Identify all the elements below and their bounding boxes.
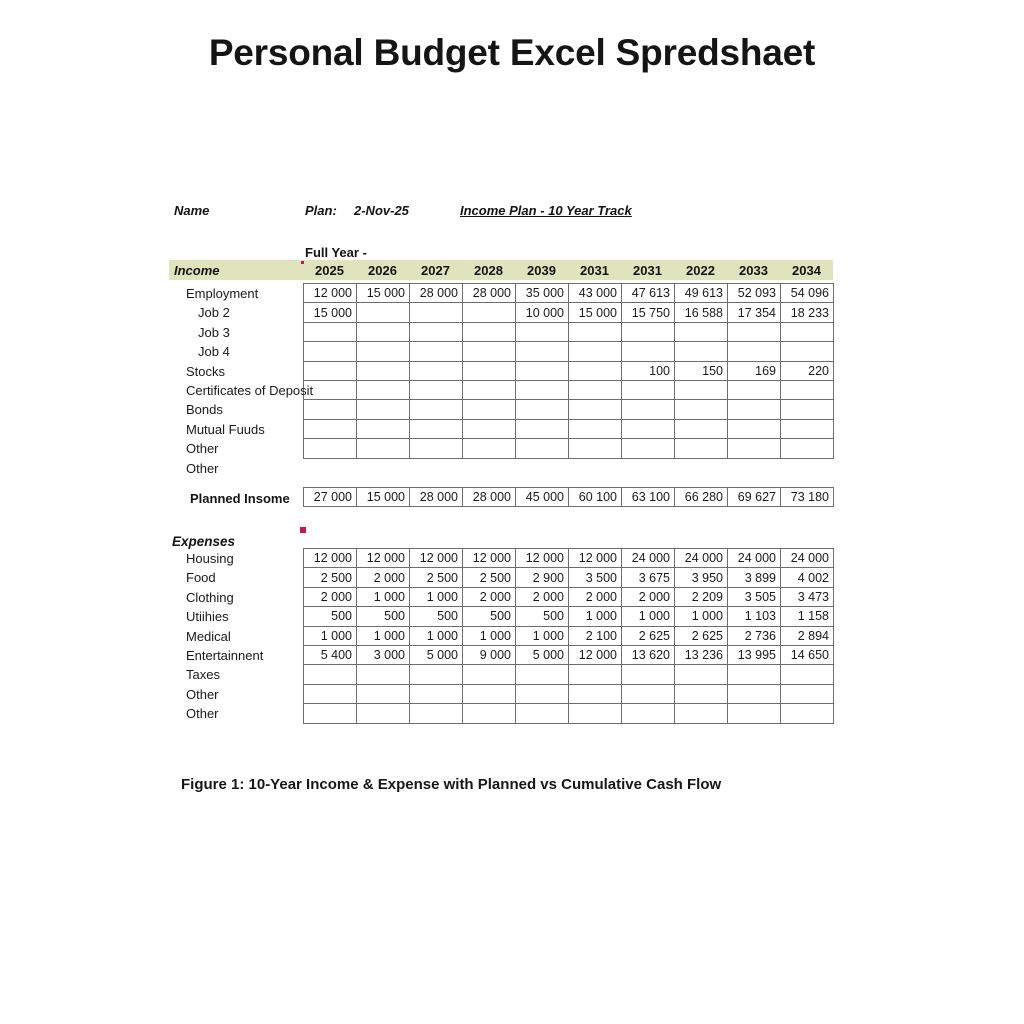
income-cell-7-5[interactable] bbox=[569, 419, 622, 438]
expense-cell-0-3[interactable]: 12 000 bbox=[463, 549, 516, 568]
income-cell-6-5[interactable] bbox=[569, 400, 622, 419]
table-row bbox=[304, 419, 834, 438]
income-cell-4-7[interactable]: 150 bbox=[675, 361, 728, 380]
expense-cell-2-6[interactable]: 2 000 bbox=[622, 587, 675, 606]
income-cell-8-3[interactable] bbox=[463, 439, 516, 458]
income-cell-6-3[interactable] bbox=[463, 400, 516, 419]
year-header-2031-5[interactable]: 2031 bbox=[580, 263, 609, 278]
expense-cell-3-1[interactable]: 500 bbox=[357, 607, 410, 626]
income-cell-7-0[interactable] bbox=[304, 419, 357, 438]
income-cell-3-1[interactable] bbox=[357, 342, 410, 361]
income-cell-0-5[interactable]: 43 000 bbox=[569, 284, 622, 303]
expense-cell-4-1[interactable]: 1 000 bbox=[357, 626, 410, 645]
income-cell-6-1[interactable] bbox=[357, 400, 410, 419]
expense-cell-0-6[interactable]: 24 000 bbox=[622, 549, 675, 568]
income-cell-1-1[interactable] bbox=[357, 303, 410, 322]
income-cell-7-9[interactable] bbox=[781, 419, 834, 438]
expense-cell-7-6[interactable] bbox=[622, 684, 675, 703]
income-cell-3-2[interactable] bbox=[410, 342, 463, 361]
income-cell-2-5[interactable] bbox=[569, 322, 622, 341]
income-cell-8-0[interactable] bbox=[304, 439, 357, 458]
expense-cell-8-5[interactable] bbox=[569, 704, 622, 723]
year-header-2025-0[interactable]: 2025 bbox=[315, 263, 344, 278]
income-cell-1-3[interactable] bbox=[463, 303, 516, 322]
income-cell-4-3[interactable] bbox=[463, 361, 516, 380]
income-cell-0-4[interactable]: 35 000 bbox=[516, 284, 569, 303]
expense-row-label-1: Food bbox=[186, 570, 216, 586]
expense-cell-2-5[interactable]: 2 000 bbox=[569, 587, 622, 606]
table-row bbox=[304, 665, 834, 684]
income-cell-1-7[interactable]: 16 588 bbox=[675, 303, 728, 322]
income-cell-5-9[interactable] bbox=[781, 380, 834, 399]
expense-cell-4-2[interactable]: 1 000 bbox=[410, 626, 463, 645]
income-cell-6-6[interactable] bbox=[622, 400, 675, 419]
income-cell-7-3[interactable] bbox=[463, 419, 516, 438]
income-cell-8-1[interactable] bbox=[357, 439, 410, 458]
income-cell-3-7[interactable] bbox=[675, 342, 728, 361]
expense-cell-0-8[interactable]: 24 000 bbox=[728, 549, 781, 568]
expense-cell-6-0[interactable] bbox=[304, 665, 357, 684]
expense-cell-6-9[interactable] bbox=[781, 665, 834, 684]
income-row-label-4: Stocks bbox=[186, 363, 226, 379]
plan-date-value: 2-Nov-25 bbox=[354, 203, 409, 218]
income-cell-0-9[interactable]: 54 096 bbox=[781, 284, 834, 303]
expense-cell-6-7[interactable] bbox=[675, 665, 728, 684]
income-cell-8-9[interactable] bbox=[781, 439, 834, 458]
income-cell-5-4[interactable] bbox=[516, 380, 569, 399]
income-row-label-6: Bonds bbox=[186, 402, 223, 418]
income-cell-8-7[interactable] bbox=[675, 439, 728, 458]
expense-cell-8-4[interactable] bbox=[516, 704, 569, 723]
expense-cell-2-7[interactable]: 2 209 bbox=[675, 587, 728, 606]
expense-cell-4-6[interactable]: 2 625 bbox=[622, 626, 675, 645]
expense-cell-6-4[interactable] bbox=[516, 665, 569, 684]
expense-cell-6-8[interactable] bbox=[728, 665, 781, 684]
expense-cell-2-8[interactable]: 3 505 bbox=[728, 587, 781, 606]
income-cell-3-8[interactable] bbox=[728, 342, 781, 361]
expense-cell-8-1[interactable] bbox=[357, 704, 410, 723]
expense-row-label-5: Entertainnent bbox=[186, 648, 264, 663]
year-header-2028-3[interactable]: 2028 bbox=[474, 263, 503, 278]
expense-cell-1-3[interactable]: 2 500 bbox=[463, 568, 516, 587]
table-row bbox=[304, 361, 834, 380]
expense-cell-1-2[interactable]: 2 500 bbox=[410, 568, 463, 587]
income-cell-6-9[interactable] bbox=[781, 400, 834, 419]
expense-cell-1-4[interactable]: 2 900 bbox=[516, 568, 569, 587]
expense-cell-7-0[interactable] bbox=[304, 684, 357, 703]
expense-row-label-6: Taxes bbox=[186, 667, 220, 683]
income-cell-4-2[interactable] bbox=[410, 361, 463, 380]
expense-cell-1-0[interactable]: 2 500 bbox=[304, 568, 357, 587]
income-cell-2-3[interactable] bbox=[463, 322, 516, 341]
table-row bbox=[304, 626, 834, 645]
expense-row-label-8: Other bbox=[186, 706, 219, 722]
expense-cell-5-4[interactable]: 5 000 bbox=[516, 645, 569, 664]
expense-cell-4-8[interactable]: 2 736 bbox=[728, 626, 781, 645]
name-label: Name bbox=[174, 203, 210, 218]
expense-cell-4-9[interactable]: 2 894 bbox=[781, 626, 834, 645]
income-cell-3-0[interactable] bbox=[304, 342, 357, 361]
expense-cell-0-2[interactable]: 12 000 bbox=[410, 549, 463, 568]
table-row bbox=[304, 587, 834, 606]
expense-cell-8-2[interactable] bbox=[410, 704, 463, 723]
income-data-grid bbox=[303, 283, 834, 459]
expense-row-label-2: Clothing bbox=[186, 589, 234, 605]
expense-cell-5-1[interactable]: 3 000 bbox=[357, 645, 410, 664]
income-cell-8-6[interactable] bbox=[622, 439, 675, 458]
income-cell-7-4[interactable] bbox=[516, 419, 569, 438]
income-cell-0-1[interactable]: 15 000 bbox=[357, 284, 410, 303]
income-cell-0-6[interactable]: 47 613 bbox=[622, 284, 675, 303]
table-row bbox=[304, 704, 834, 723]
expense-cell-0-7[interactable]: 24 000 bbox=[675, 549, 728, 568]
year-header-2031-6[interactable]: 2031 bbox=[633, 263, 662, 278]
full-year-label: Full Year - bbox=[305, 245, 367, 260]
expense-cell-4-5[interactable]: 2 100 bbox=[569, 626, 622, 645]
expense-cell-6-1[interactable] bbox=[357, 665, 410, 684]
income-cell-6-2[interactable] bbox=[410, 400, 463, 419]
planned-income-label: Planned Insome bbox=[190, 491, 290, 506]
expense-cell-8-7[interactable] bbox=[675, 704, 728, 723]
expense-cell-1-8[interactable]: 3 899 bbox=[728, 568, 781, 587]
expense-cell-6-5[interactable] bbox=[569, 665, 622, 684]
expense-cell-5-7[interactable]: 13 236 bbox=[675, 645, 728, 664]
table-row bbox=[304, 439, 834, 458]
planned-income-cell-0-4[interactable]: 45 000 bbox=[516, 488, 569, 507]
figure-caption: Figure 1: 10-Year Income & Expense with Planned vs Cumulative Cash Flow bbox=[181, 776, 722, 793]
expense-cell-8-3[interactable] bbox=[463, 704, 516, 723]
income-cell-1-8[interactable]: 17 354 bbox=[728, 303, 781, 322]
expense-cell-5-3[interactable]: 9 000 bbox=[463, 645, 516, 664]
income-cell-4-8[interactable]: 169 bbox=[728, 361, 781, 380]
expense-cell-4-7[interactable]: 2 625 bbox=[675, 626, 728, 645]
income-cell-6-8[interactable] bbox=[728, 400, 781, 419]
year-header-2022-7[interactable]: 2022 bbox=[686, 263, 715, 278]
planned-income-cell-0-3[interactable]: 28 000 bbox=[463, 488, 516, 507]
expense-cell-2-9[interactable]: 3 473 bbox=[781, 587, 834, 606]
year-header-2033-8[interactable]: 2033 bbox=[739, 263, 768, 278]
expense-cell-3-6[interactable]: 1 000 bbox=[622, 607, 675, 626]
year-header-2034-9[interactable]: 2034 bbox=[792, 263, 821, 278]
expense-cell-7-8[interactable] bbox=[728, 684, 781, 703]
expense-cell-5-0[interactable]: 5 400 bbox=[304, 645, 357, 664]
expense-cell-2-1[interactable]: 1 000 bbox=[357, 587, 410, 606]
plan-label: Plan: bbox=[305, 203, 337, 218]
income-cell-0-7[interactable]: 49 613 bbox=[675, 284, 728, 303]
expense-cell-1-9[interactable]: 4 002 bbox=[781, 568, 834, 587]
planned-income-cell-0-1[interactable]: 15 000 bbox=[357, 488, 410, 507]
income-cell-7-7[interactable] bbox=[675, 419, 728, 438]
expense-cell-0-0[interactable]: 12 000 bbox=[304, 549, 357, 568]
income-row-label-9: Other bbox=[186, 460, 219, 476]
year-header-2026-1[interactable]: 2026 bbox=[368, 263, 397, 278]
expense-cell-1-6[interactable]: 3 675 bbox=[622, 568, 675, 587]
table-row bbox=[304, 303, 834, 322]
income-cell-2-1[interactable] bbox=[357, 322, 410, 341]
income-header-band bbox=[169, 260, 833, 280]
planned-income-grid bbox=[303, 487, 834, 507]
income-cell-4-5[interactable] bbox=[569, 361, 622, 380]
income-row-label-7: Mutual Fuuds bbox=[186, 421, 265, 437]
expenses-section-label: Expenses bbox=[172, 534, 236, 549]
expense-cell-3-4[interactable]: 500 bbox=[516, 607, 569, 626]
expense-cell-0-4[interactable]: 12 000 bbox=[516, 549, 569, 568]
expense-cell-2-2[interactable]: 1 000 bbox=[410, 587, 463, 606]
income-cell-2-4[interactable] bbox=[516, 322, 569, 341]
expense-data-grid bbox=[303, 548, 834, 724]
expense-cell-7-7[interactable] bbox=[675, 684, 728, 703]
income-cell-1-2[interactable] bbox=[410, 303, 463, 322]
income-row-label-2: Job 3 bbox=[198, 324, 230, 340]
income-cell-2-8[interactable] bbox=[728, 322, 781, 341]
income-cell-2-0[interactable] bbox=[304, 322, 357, 341]
expense-cell-0-9[interactable]: 24 000 bbox=[781, 549, 834, 568]
expense-cell-4-0[interactable]: 1 000 bbox=[304, 626, 357, 645]
expense-cell-3-9[interactable]: 1 158 bbox=[781, 607, 834, 626]
table-row bbox=[304, 284, 834, 303]
income-cell-1-5[interactable]: 15 000 bbox=[569, 303, 622, 322]
income-cell-1-9[interactable]: 18 233 bbox=[781, 303, 834, 322]
expense-cell-8-9[interactable] bbox=[781, 704, 834, 723]
comment-marker-expenses-icon bbox=[300, 527, 306, 533]
income-cell-8-8[interactable] bbox=[728, 439, 781, 458]
income-cell-1-0[interactable]: 15 000 bbox=[304, 303, 357, 322]
planned-income-grid-body bbox=[304, 488, 834, 507]
income-cell-0-3[interactable]: 28 000 bbox=[463, 284, 516, 303]
planned-income-cell-0-0[interactable]: 27 000 bbox=[304, 488, 357, 507]
expense-cell-3-8[interactable]: 1 103 bbox=[728, 607, 781, 626]
planned-income-cell-0-8[interactable]: 69 627 bbox=[728, 488, 781, 507]
table-row bbox=[304, 380, 834, 399]
income-cell-7-2[interactable] bbox=[410, 419, 463, 438]
income-cell-5-5[interactable] bbox=[569, 380, 622, 399]
expense-cell-8-8[interactable] bbox=[728, 704, 781, 723]
income-cell-0-2[interactable]: 28 000 bbox=[410, 284, 463, 303]
income-cell-5-1[interactable] bbox=[357, 380, 410, 399]
year-header-2039-4[interactable]: 2039 bbox=[527, 263, 556, 278]
income-cell-5-6[interactable] bbox=[622, 380, 675, 399]
expense-cell-5-6[interactable]: 13 620 bbox=[622, 645, 675, 664]
income-row-label-8: Other bbox=[186, 441, 219, 457]
income-cell-4-9[interactable]: 220 bbox=[781, 361, 834, 380]
income-cell-2-7[interactable] bbox=[675, 322, 728, 341]
expense-cell-7-5[interactable] bbox=[569, 684, 622, 703]
expense-cell-7-1[interactable] bbox=[357, 684, 410, 703]
income-cell-1-4[interactable]: 10 000 bbox=[516, 303, 569, 322]
expense-cell-3-3[interactable]: 500 bbox=[463, 607, 516, 626]
table-row bbox=[304, 488, 834, 507]
expense-row-label-4: Medical bbox=[186, 628, 231, 644]
expense-cell-8-0[interactable] bbox=[304, 704, 357, 723]
expense-grid-body bbox=[304, 549, 834, 724]
income-cell-7-8[interactable] bbox=[728, 419, 781, 438]
table-row bbox=[304, 568, 834, 587]
expense-cell-1-1[interactable]: 2 000 bbox=[357, 568, 410, 587]
income-cell-3-4[interactable] bbox=[516, 342, 569, 361]
expense-cell-7-2[interactable] bbox=[410, 684, 463, 703]
expense-cell-6-3[interactable] bbox=[463, 665, 516, 684]
income-cell-4-6[interactable]: 100 bbox=[622, 361, 675, 380]
table-row bbox=[304, 684, 834, 703]
income-row-label-1: Job 2 bbox=[198, 305, 230, 321]
income-cell-4-0[interactable] bbox=[304, 361, 357, 380]
income-cell-1-6[interactable]: 15 750 bbox=[622, 303, 675, 322]
expense-cell-4-3[interactable]: 1 000 bbox=[463, 626, 516, 645]
planned-income-cell-0-7[interactable]: 66 280 bbox=[675, 488, 728, 507]
income-cell-0-0[interactable]: 12 000 bbox=[304, 284, 357, 303]
expense-row-label-0: Housing bbox=[186, 551, 234, 566]
income-cell-4-4[interactable] bbox=[516, 361, 569, 380]
expense-cell-0-1[interactable]: 12 000 bbox=[357, 549, 410, 568]
expense-cell-4-4[interactable]: 1 000 bbox=[516, 626, 569, 645]
income-cell-3-3[interactable] bbox=[463, 342, 516, 361]
expense-cell-3-0[interactable]: 500 bbox=[304, 607, 357, 626]
meta-header-row bbox=[174, 203, 874, 223]
income-cell-2-9[interactable] bbox=[781, 322, 834, 341]
income-grid-body bbox=[304, 284, 834, 459]
expense-cell-7-3[interactable] bbox=[463, 684, 516, 703]
income-cell-6-7[interactable] bbox=[675, 400, 728, 419]
expense-cell-6-6[interactable] bbox=[622, 665, 675, 684]
expense-cell-5-2[interactable]: 5 000 bbox=[410, 645, 463, 664]
income-cell-8-5[interactable] bbox=[569, 439, 622, 458]
expense-cell-5-8[interactable]: 13 995 bbox=[728, 645, 781, 664]
expense-cell-3-7[interactable]: 1 000 bbox=[675, 607, 728, 626]
planned-income-cell-0-2[interactable]: 28 000 bbox=[410, 488, 463, 507]
expense-cell-8-6[interactable] bbox=[622, 704, 675, 723]
table-row bbox=[304, 342, 834, 361]
planned-income-cell-0-6[interactable]: 63 100 bbox=[622, 488, 675, 507]
expense-cell-5-9[interactable]: 14 650 bbox=[781, 645, 834, 664]
expense-cell-3-2[interactable]: 500 bbox=[410, 607, 463, 626]
table-row bbox=[304, 400, 834, 419]
income-row-label-0: Employment bbox=[186, 286, 259, 301]
income-cell-3-6[interactable] bbox=[622, 342, 675, 361]
income-cell-5-3[interactable] bbox=[463, 380, 516, 399]
income-section-label: Income bbox=[174, 263, 220, 278]
planned-income-cell-0-9[interactable]: 73 180 bbox=[781, 488, 834, 507]
comment-marker-income-icon bbox=[301, 261, 304, 264]
expense-cell-6-2[interactable] bbox=[410, 665, 463, 684]
expense-row-label-7: Other bbox=[186, 686, 219, 702]
income-plan-subtitle: Income Plan - 10 Year Track bbox=[460, 203, 632, 218]
income-cell-5-2[interactable] bbox=[410, 380, 463, 399]
income-cell-7-6[interactable] bbox=[622, 419, 675, 438]
expense-cell-5-5[interactable]: 12 000 bbox=[569, 645, 622, 664]
income-row-label-5: Certificates of Deposit bbox=[186, 383, 314, 398]
planned-income-cell-0-5[interactable]: 60 100 bbox=[569, 488, 622, 507]
income-cell-5-7[interactable] bbox=[675, 380, 728, 399]
income-cell-6-4[interactable] bbox=[516, 400, 569, 419]
income-cell-0-8[interactable]: 52 093 bbox=[728, 284, 781, 303]
expense-cell-1-5[interactable]: 3 500 bbox=[569, 568, 622, 587]
year-header-2027-2[interactable]: 2027 bbox=[421, 263, 450, 278]
table-row bbox=[304, 322, 834, 341]
expense-cell-7-9[interactable] bbox=[781, 684, 834, 703]
expense-cell-7-4[interactable] bbox=[516, 684, 569, 703]
expense-cell-0-5[interactable]: 12 000 bbox=[569, 549, 622, 568]
page-title: Personal Budget Excel Spredshaet bbox=[208, 32, 816, 73]
table-row bbox=[304, 645, 834, 664]
income-cell-8-2[interactable] bbox=[410, 439, 463, 458]
expense-cell-2-0[interactable]: 2 000 bbox=[304, 587, 357, 606]
income-cell-8-4[interactable] bbox=[516, 439, 569, 458]
income-cell-5-8[interactable] bbox=[728, 380, 781, 399]
income-cell-7-1[interactable] bbox=[357, 419, 410, 438]
income-cell-4-1[interactable] bbox=[357, 361, 410, 380]
expense-cell-2-3[interactable]: 2 000 bbox=[463, 587, 516, 606]
income-cell-6-0[interactable] bbox=[304, 400, 357, 419]
expense-row-label-3: Utiihies bbox=[186, 609, 229, 625]
expense-cell-1-7[interactable]: 3 950 bbox=[675, 568, 728, 587]
expense-cell-2-4[interactable]: 2 000 bbox=[516, 587, 569, 606]
table-row bbox=[304, 607, 834, 626]
income-cell-2-2[interactable] bbox=[410, 322, 463, 341]
income-cell-3-5[interactable] bbox=[569, 342, 622, 361]
expense-cell-3-5[interactable]: 1 000 bbox=[569, 607, 622, 626]
income-row-label-3: Job 4 bbox=[198, 344, 230, 360]
income-cell-2-6[interactable] bbox=[622, 322, 675, 341]
table-row bbox=[304, 549, 834, 568]
income-cell-3-9[interactable] bbox=[781, 342, 834, 361]
